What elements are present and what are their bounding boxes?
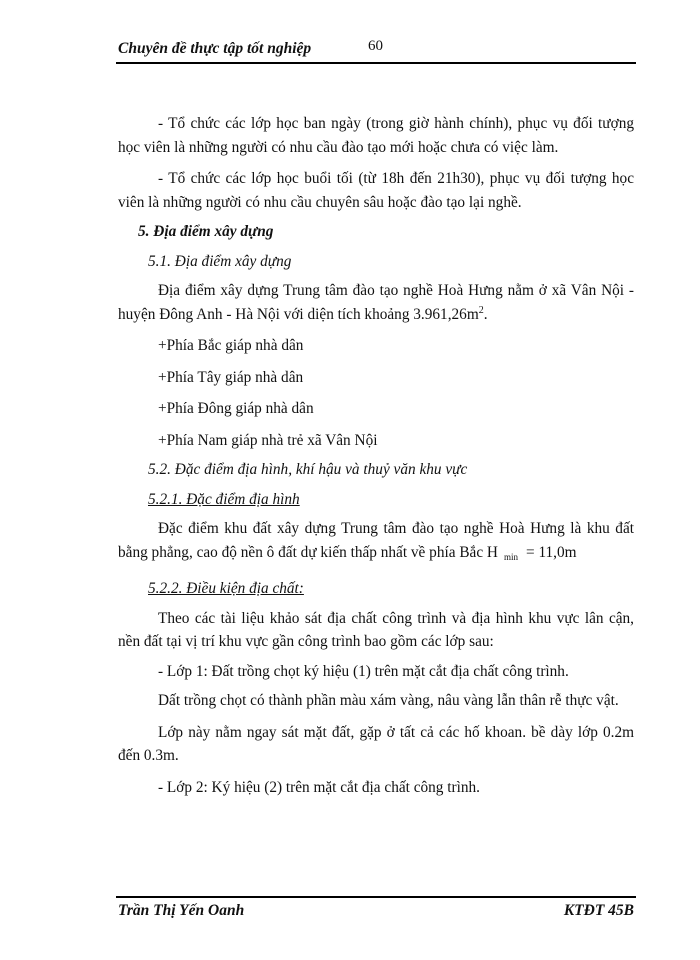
subsection-heading-5-2: 5.2. Đặc điểm địa hình, khí hậu và thuỷ văn khu vực bbox=[148, 461, 468, 478]
paragraph-layer-1: - Lớp 1: Đất trồng chọt ký hiệu (1) trên mặt cắt địa chất công trình. bbox=[158, 662, 569, 680]
location-text: Địa điểm xây dựng Trung tâm đào tạo nghề Hoà Hưng nằm ở xã Vân Nội - huyện Đông Anh - Hà Nội với diện tích khoảng 3.961,26m bbox=[118, 282, 634, 323]
paragraph-day-classes: - Tổ chức các lớp học ban ngày (trong giờ hành chính), phục vụ đối tượng học viên là những người có nhu cầu đào tạo mới hoặc chưa có việc làm. bbox=[118, 115, 634, 156]
footer-class: KTĐT 45B bbox=[563, 902, 634, 919]
header-divider bbox=[116, 62, 636, 64]
boundary-south: +Phía Nam giáp nhà trẻ xã Vân Nội bbox=[158, 431, 378, 449]
footer-divider bbox=[116, 896, 636, 898]
subsection-heading-5-2-1: 5.2.1. Đặc điểm địa hình bbox=[148, 490, 300, 508]
section-heading-5: 5. Địa điểm xây dựng bbox=[138, 223, 274, 240]
paragraph-terrain bbox=[118, 517, 634, 569]
footer-author: Trần Thị Yến Oanh bbox=[118, 902, 245, 919]
paragraph-location bbox=[118, 279, 634, 326]
paragraph-layer-2: - Lớp 2: Ký hiệu (2) trên mặt cắt địa chất công trình. bbox=[158, 778, 480, 796]
paragraph-evening-classes: - Tổ chức các lớp học buổi tối (từ 18h đến 21h30), phục vụ đối tượng học viên là những người có nhu cầu chuyên sâu hoặc đào tạo lại nghề. bbox=[118, 170, 634, 211]
area-unit-superscript: 2 bbox=[478, 304, 484, 316]
header-title: Chuyên đề thực tập tốt nghiệp bbox=[118, 40, 312, 57]
boundary-east: +Phía Đông giáp nhà dân bbox=[158, 400, 314, 417]
subsection-heading-5-2-2: 5.2.2. Điều kiện địa chất: bbox=[148, 580, 304, 597]
paragraph-geology-intro: Theo các tài liệu khảo sát địa chất công trình và địa hình khu vực lân cận, nền đất tại vị trí khu vực gần công trình bao gồm các lớp sau: bbox=[118, 609, 634, 650]
h-min-subscript: min bbox=[503, 551, 518, 562]
paragraph-layer-1-composition: Dất trồng chọt có thành phần màu xám vàng, nâu vàng lẫn thân rễ thực vật. bbox=[158, 692, 619, 709]
document-body bbox=[118, 112, 634, 799]
page-number: 60 bbox=[368, 38, 383, 54]
terrain-text: Đặc điểm khu đất xây dựng Trung tâm đào tạo nghề Hoà Hưng là khu đất bằng phẳng, cao độ nền ô đất dự kiến thấp nhất về phía Bắc H bbox=[118, 520, 634, 561]
location-end: . bbox=[483, 305, 488, 323]
boundary-north: +Phía Bắc giáp nhà dân bbox=[158, 337, 304, 354]
paragraph-layer-1-thickness: Lớp này nằm ngay sát mặt đất, gặp ở tất cả các hố khoan. bề dày lớp 0.2m đến 0.3m. bbox=[118, 723, 634, 764]
subsection-heading-5-1: 5.1. Địa điểm xây dựng bbox=[148, 252, 292, 270]
boundary-west: +Phía Tây giáp nhà dân bbox=[158, 368, 304, 386]
page-header bbox=[118, 36, 636, 62]
terrain-end: = 11,0m bbox=[526, 543, 577, 561]
